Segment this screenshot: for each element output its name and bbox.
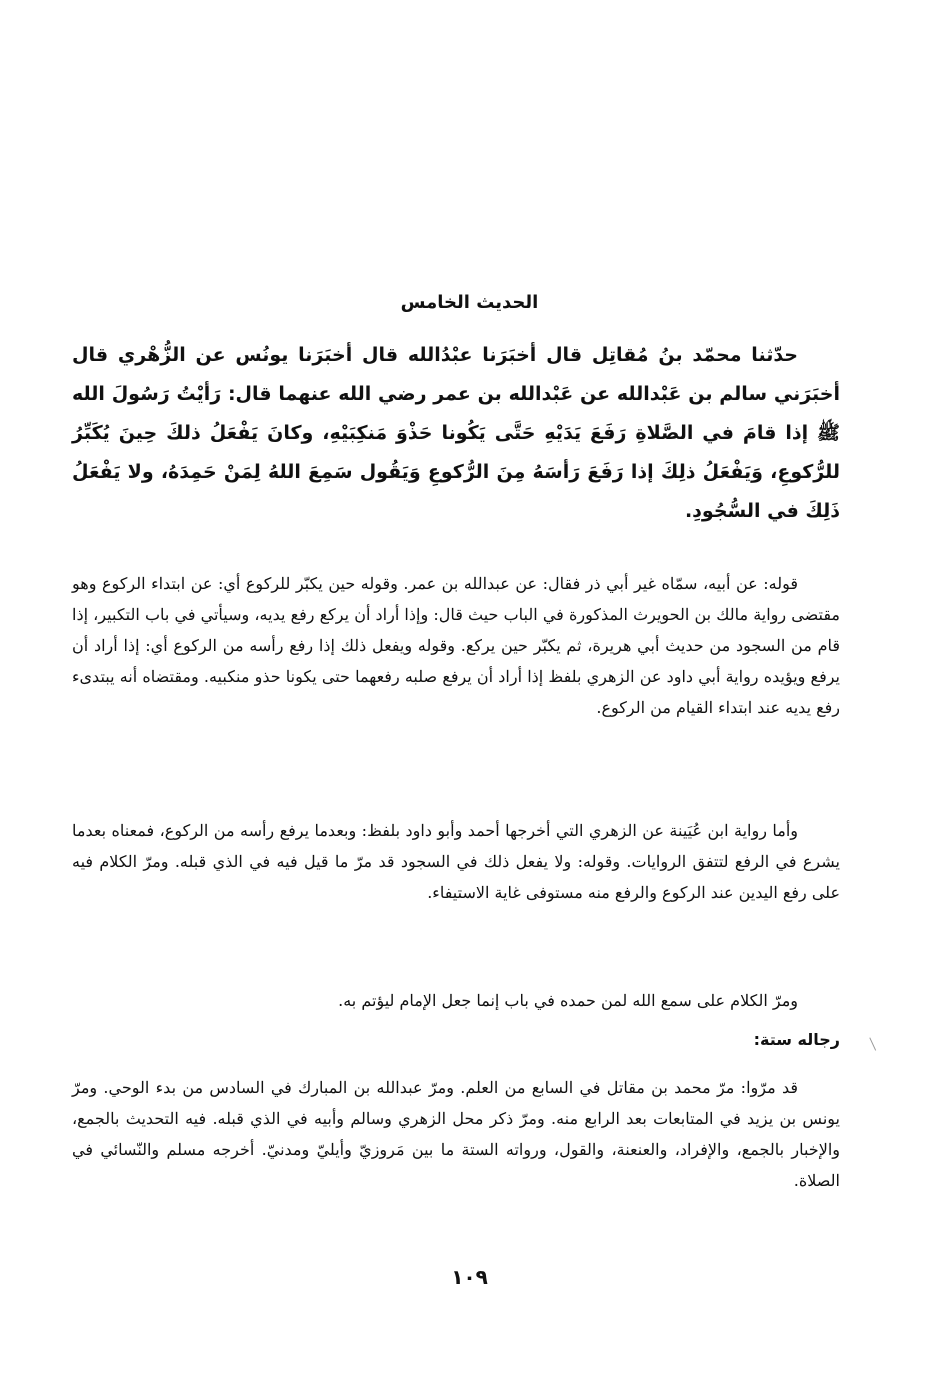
margin-mark xyxy=(869,1035,880,1050)
narrators-paragraph: قد مرّوا: مرّ محمد بن مقاتل في السابع من العلم. ومرّ عبدالله بن المبارك في السادس من بدء الوحي. ومرّ يونس بن يزيد في المتابعات بعد الرابع منه. ومرّ ذكر محل الزهري وسالم وأبيه في الذي قبله. فيه التحديث بالجمع، والإخبار بالجمع، والإفراد، والعنعنة، والقول، ورواته الستة ما بين مَروزيّ وأيليّ ومدنيّ. أخرجه مسلم والنّسائي في الصلاة. xyxy=(72,1078,840,1190)
hadith-text: حدّثنا محمّد بنُ مُقاتِل قال أخبَرَنا عبْدُالله قال أخبَرَنا يونُس عن الزُّهْري قال أخبَرَني سالم بن عَبْدالله عن عَبْدالله بن عمر رضي الله عنهما قال: رَأيْتُ رَسُولَ الله ﷺ إذا قامَ في الصَّلاةِ رَفَعَ يَدَيْهِ حَتَّى يَكُونا حَذْوَ مَنكِبَيْهِ، وكانَ يَفْعَلُ ذلكَ حِينَ يُكَبِّرُ للرُّكوعِ، وَيَفْعَلُ ذلِكَ إذا رَفَعَ رَأسَهُ مِنَ الرُّكوعِ وَيَقُول سَمِعَ اللهُ لِمَنْ حَمِدَهُ، ولا يَفْعَلُ ذَلِكَ في السُّجُودِ. xyxy=(72,344,840,522)
hadith-heading: الحديث الخامس xyxy=(400,292,539,313)
commentary-paragraph-3: ومرّ الكلام على سمع الله لمن حمده في باب إنما جعل الإمام ليؤتم به. xyxy=(338,991,798,1010)
commentary-paragraph-1: قوله: عن أبيه، سمّاه غير أبي ذر فقال: عن عبدالله بن عمر. وقوله حين يكبّر للركوع أي: عن ابتداء الركوع وهو مقتضى رواية مالك بن الحويرث المذكورة في الباب حيث قال: وإذا أراد أن يركع رفع يديه، وسيأتي في باب التكبير، إذا قام من السجود من حديث أبي هريرة، ثم يكبّر حين يركع. وقوله ويفعل ذلك إذا رفع رأسه من الركوع أي: إذا أراد أن يرفع ويؤيده رواية أبي داود عن الزهري بلفظ إذا أراد أن يرفع صلبه رفعهما حتى يكونا حذو منكبيه. ومقتضاه أنه يبتدىء رفع يديه عند ابتداء القيام من الركوع. xyxy=(72,574,840,717)
page-number: ١٠٩ xyxy=(451,1265,488,1289)
narrators-heading: رجاله ستة: xyxy=(753,1030,840,1049)
commentary-paragraph-2: وأما رواية ابن عُيَينة عن الزهري التي أخرجها أحمد وأبو داود بلفظ: وبعدما يرفع رأسه من الركوع، فمعناه بعدما يشرع في الرفع لتتفق الروايات. وقوله: ولا يفعل ذلك في السجود قد مرّ ما قيل فيه في الذي قبله. ومرّ الكلام فيه على رفع اليدين عند الركوع والرفع منه مستوفى غاية الاستيفاء. xyxy=(72,821,840,902)
